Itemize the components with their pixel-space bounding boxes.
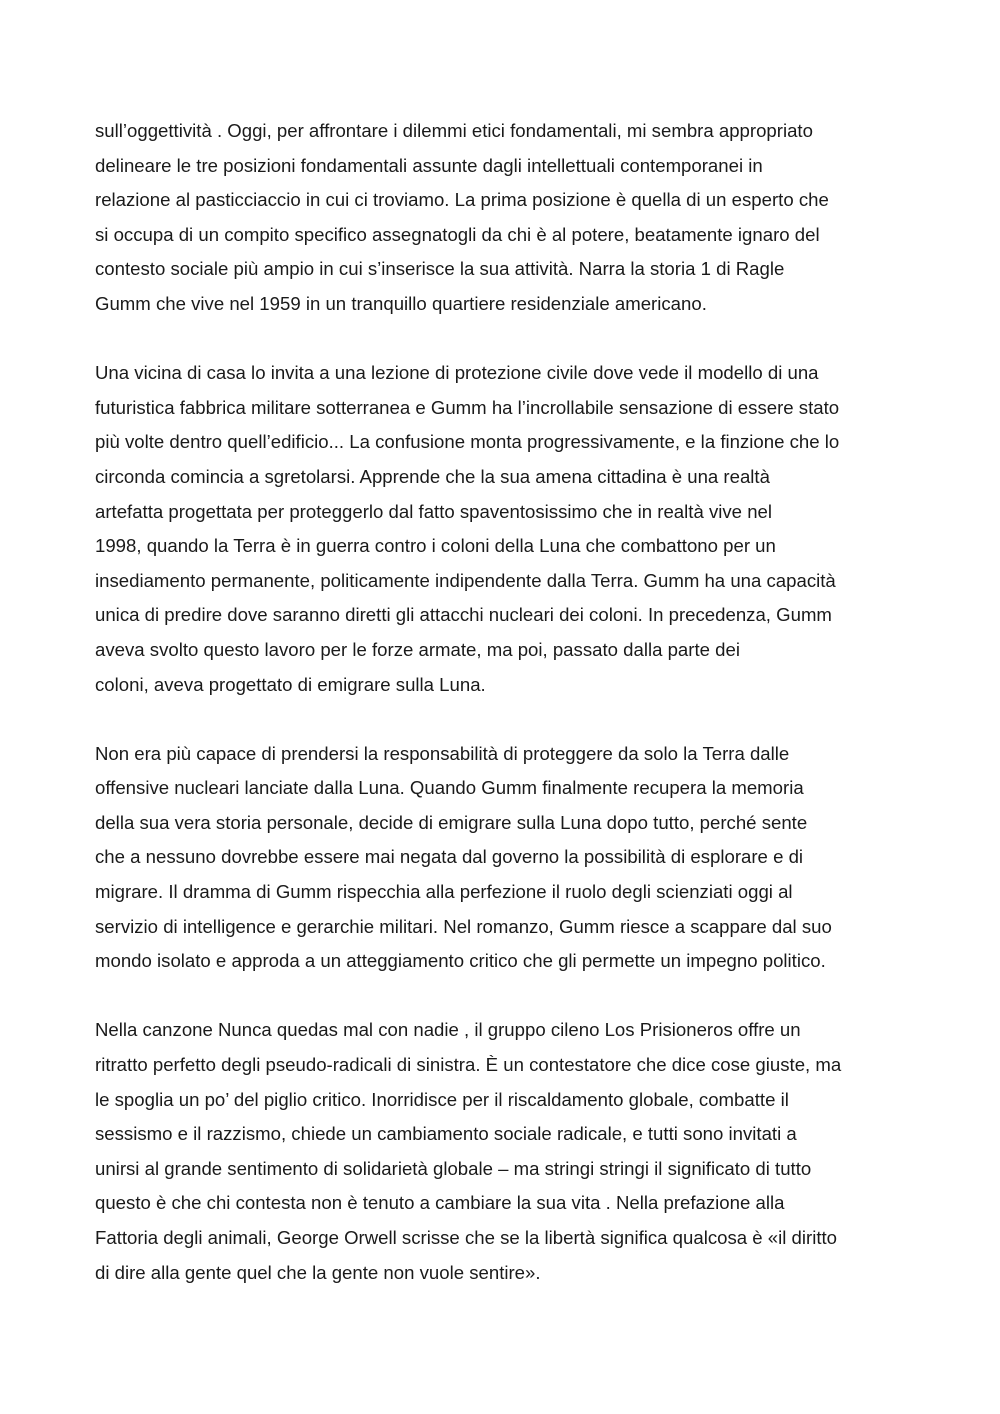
text-line: ritratto perfetto degli pseudo-radicali di sinistra. È un contestatore che dice cose giuste, ma [95,1054,842,1076]
text-line: 1998, quando la Terra è in guerra contro i coloni della Luna che combattono per un [95,535,776,557]
paragraph-spacer [95,979,925,1014]
text-line: della sua vera storia personale, decide di emigrare sulla Luna dopo tutto, perché sente [95,811,808,833]
text-line: unica di predire dove saranno diretti gli attacchi nucleari dei coloni. In precedenza, Gumm [95,604,832,626]
text-line: le spoglia un po’ del piglio critico. Inorridisce per il riscaldamento globale, combatte il [95,1088,789,1110]
text-line: artefatta progettata per proteggerlo dal fatto spaventosissimo che in realtà vive nel [95,500,773,522]
text-line: servizio di intelligence e gerarchie militari. Nel romanzo, Gumm riesce a scappare dal suo [95,915,832,937]
paragraph [95,737,925,979]
paragraph [95,1013,925,1290]
text-line: si occupa di un compito specifico assegnatogli da chi è al potere, beatamente ignaro del [95,223,820,245]
text-line: di dire alla gente quel che la gente non vuole sentire». [95,1261,541,1283]
text-line: futuristica fabbrica militare sotterranea e Gumm ha l’incrollabile sensazione di essere stato [95,396,840,418]
text-line: relazione al pasticciaccio in cui ci troviamo. La prima posizione è quella di un esperto che [95,189,829,211]
text-line: circonda comincia a sgretolarsi. Apprende che la sua amena cittadina è una realtà [95,465,770,487]
text-line: unirsi al grande sentimento di solidarietà globale – ma stringi stringi il significato di tutto [95,1157,812,1179]
text-line: aveva svolto questo lavoro per le forze armate, ma poi, passato dalla parte dei [95,638,740,660]
text-line: insediamento permanente, politicamente indipendente dalla Terra. Gumm ha una capacità [95,569,836,591]
text-line: Una vicina di casa lo invita a una lezione di protezione civile dove vede il modello di una [95,362,819,384]
text-line: migrare. Il dramma di Gumm rispecchia alla perfezione il ruolo degli scienziati oggi al [95,881,793,903]
paragraph [95,114,925,322]
text-line: mondo isolato e approda a un atteggiamento critico che gli permette un impegno politico. [95,950,826,972]
text-line: Fattoria degli animali, George Orwell scrisse che se la libertà significa qualcosa è «il diritto [95,1227,838,1248]
text-line: sull’oggettività . Oggi, per affrontare i dilemmi etici fondamentali, mi sembra appropriato [95,120,813,141]
text-line: che a nessuno dovrebbe essere mai negata dal governo la possibilità di esplorare e di [95,846,804,868]
text-line: Non era più capace di prendersi la responsabilità di proteggere da solo la Terra dalle [95,742,790,764]
text-line: più volte dentro quell’edificio... La confusione monta progressivamente, e la finzione che lo [95,431,840,453]
paragraph-spacer [95,702,925,737]
text-line: Gumm che vive nel 1959 in un tranquillo quartiere residenziale americano. [95,292,707,314]
text-line: delineare le tre posizioni fondamentali assunte dagli intellettuali contemporanei in [95,154,763,176]
body-text [95,114,925,1290]
text-line: coloni, aveva progettato di emigrare sulla Luna. [95,673,486,695]
text-line: sessismo e il razzismo, chiede un cambiamento sociale radicale, e tutti sono invitati a [95,1123,797,1145]
paragraph [95,356,925,702]
paragraph-spacer [95,322,925,357]
text-line: contesto sociale più ampio in cui s’inserisce la sua attività. Narra la storia 1 di Ragle [95,258,785,280]
text-line: Nella canzone Nunca quedas mal con nadie , il gruppo cileno Los Prisioneros offre un [95,1019,801,1041]
text-line: offensive nucleari lanciate dalla Luna. Quando Gumm finalmente recupera la memoria [95,777,804,799]
text-line: questo è che chi contesta non è tenuto a cambiare la sua vita . Nella prefazione alla [95,1192,785,1214]
